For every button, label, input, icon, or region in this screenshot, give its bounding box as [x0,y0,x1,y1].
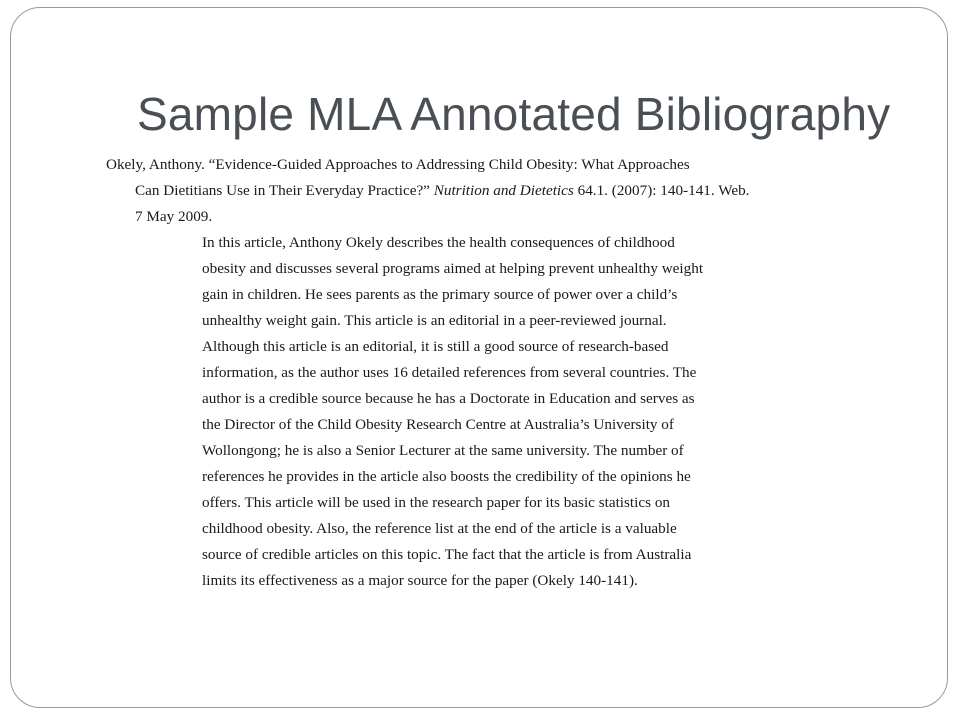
citation-line: Okely, Anthony. “Evidence-Guided Approaches to Addressing Child Obesity: What Approaches [106,156,690,173]
annotation-line: references he provides in the article also boosts the credibility of the opinions he [202,468,691,485]
journal-title: Nutrition and Dietetics [433,182,574,199]
annotation-line: offers. This article will be used in the research paper for its basic statistics on [202,494,671,511]
annotation-line: Although this article is an editorial, it is still a good source of research-based [202,338,669,355]
citation-line: 7 May 2009. [135,208,213,225]
annotation-line: information, as the author uses 16 detailed references from several countries. The [202,364,697,381]
slide-title: Sample MLA Annotated Bibliography [137,88,891,140]
citation-entry [106,152,749,230]
citation-text: Can Dietitians Use in Their Everyday Practice?” [135,182,434,199]
citation-text: 64.1. (2007): 140-141. Web. [573,182,750,199]
annotation-line: In this article, Anthony Okely describes the health consequences of childhood [202,234,675,251]
citation-line [106,178,749,204]
annotation-line: unhealthy weight gain. This article is an editorial in a peer-reviewed journal. [202,312,667,329]
annotation-line: gain in children. He sees parents as the primary source of power over a child’s [202,286,678,303]
annotation-line: author is a credible source because he has a Doctorate in Education and serves as [202,390,695,407]
annotation-line: obesity and discusses several programs aimed at helping prevent unhealthy weight [202,260,704,277]
annotation-line: Wollongong; he is also a Senior Lecturer at the same university. The number of [202,442,684,459]
annotation-line: limits its effectiveness as a major source for the paper (Okely 140-141). [202,572,638,589]
annotation-line: source of credible articles on this topic. The fact that the article is from Australia [202,546,692,563]
annotation-paragraph [202,230,703,594]
annotation-line: childhood obesity. Also, the reference list at the end of the article is a valuable [202,520,677,537]
annotation-line: the Director of the Child Obesity Research Centre at Australia’s University of [202,416,674,433]
